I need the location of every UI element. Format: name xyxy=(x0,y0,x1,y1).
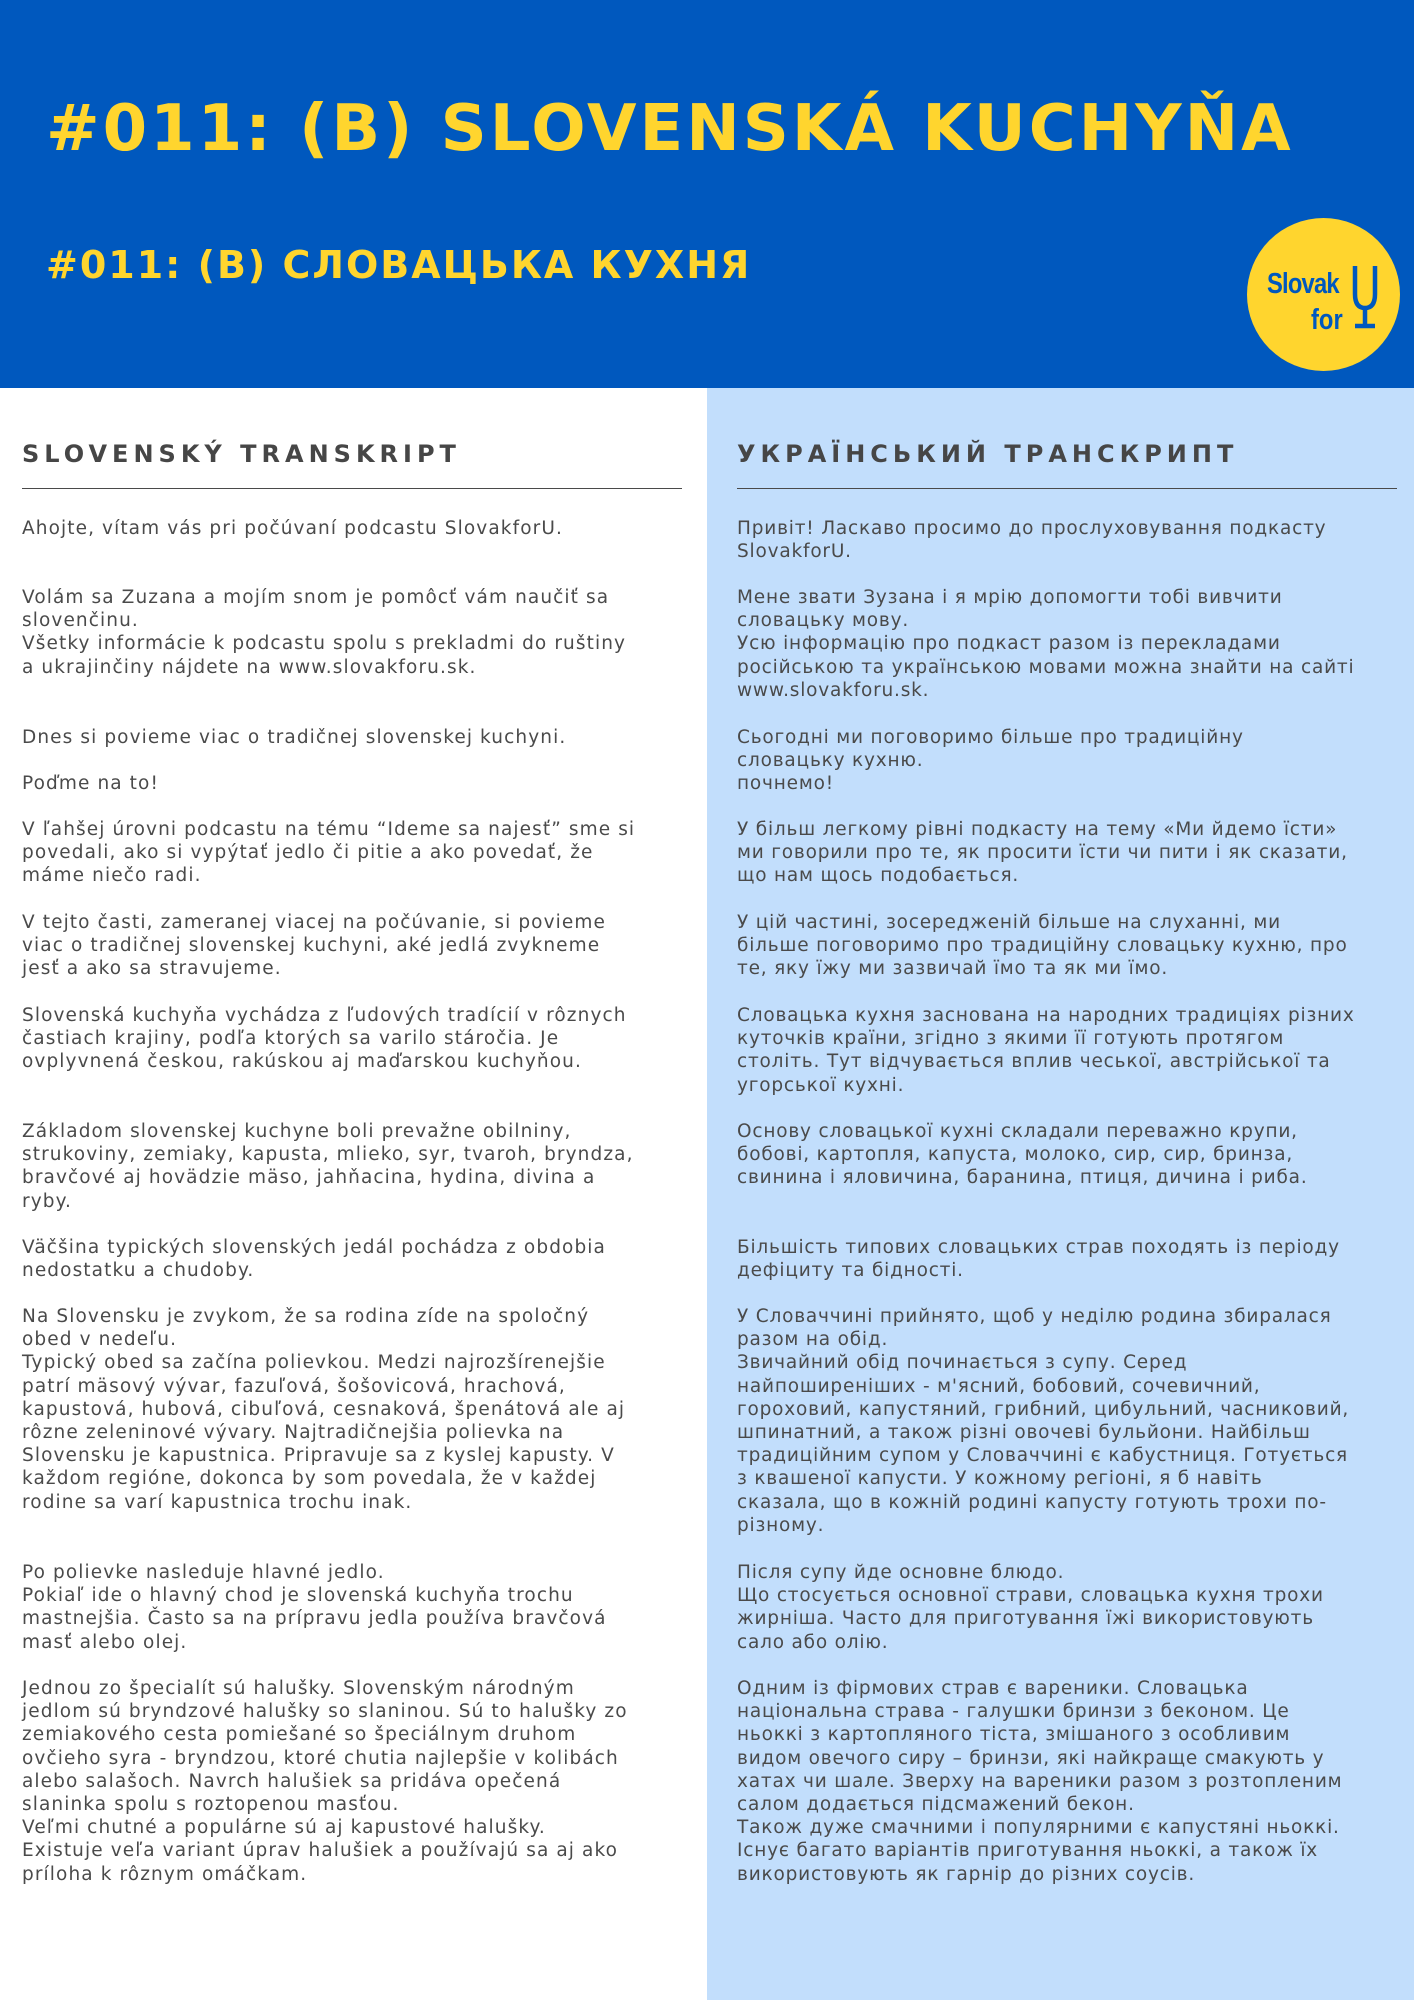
transcript-paragraph: Мене звати Зузана і я мрію допомогти тобі вивчити словацьку мову. Усю інформацію про подкаст разом із перекладами російською та українською мовами можна знайти на сайті www.slovakforu.sk. xyxy=(737,587,1355,701)
transcript-paragraph: Привіт! Ласкаво просимо до прослуховування подкасту SlovakforU. xyxy=(737,518,1327,563)
title-ukrainian: #011: (B) СЛОВАЦЬКА КУХНЯ xyxy=(46,243,752,287)
transcript-paragraph: Сьогодні ми поговоримо більше про традиційну словацьку кухню. почнемо! xyxy=(737,727,1244,795)
slovakforu-logo xyxy=(1247,218,1400,371)
transcript-paragraph: Основу словацької кухні складали переважно крупи, бобові, картопля, капуста, молоко, сир, сир, бринза, свинина і яловичина, баранина, птиця, дичина і риба. xyxy=(737,1121,1308,1189)
transcript-paragraph: Одним із фірмових страв є вареники. Словацька національна страва - галушки бринзи з беконом. Це ньоккі з картопляного тіста, змішаного з особливим видом овечого сиру – бринзи, які найкраще смакують у хатах чи шале. Зверху на вареники разом з розтопленим салом додається підсмажений бекон. Також дуже смачними і популярними є капустяні ньоккі. Існує багато варіантів приготування ньоккі, а також їх використовують як гарнір до різних соусів. xyxy=(737,1678,1343,1885)
logo-word-slovak: Slovak xyxy=(1267,268,1339,300)
transcript-paragraph: V tejto časti, zameranej viacej na počúvanie, si povieme viac o tradičnej slovenskej kuchyni, aké jedlá zvykneme jesť a ako sa stravujeme. xyxy=(22,912,606,980)
transcript-paragraph: Після супу йде основне блюдо. Що стосується основної страви, словацька кухня трохи жирніша. Часто для приготування їжі використовують сало або олію. xyxy=(737,1562,1324,1653)
transcript-paragraph: Na Slovensku je zvykom, že sa rodina zíde na spoločný obed v nedeľu. Typický obed sa začína polievkou. Medzi najrozšírenejšie patrí mäsový vývar, fazuľová, šošovicová, hrachová, kapustová, hubová, cibuľová, cesnaková, špenátová ale aj rôzne zeleninové vývary. Najtradičnejšia polievka na Slovensku je kapustnica. Pripravuje sa z kyslej kapusty. V každom regióne, dokonca by som povedala, že v každej rodine sa varí kapustnica trochu inak. xyxy=(22,1306,626,1513)
logo-u-glass-icon xyxy=(1349,264,1381,330)
transcript-paragraph: Ahojte, vítam vás pri počúvaní podcastu SlovakforU. xyxy=(22,518,563,539)
title-slovak: #011: (B) SLOVENSKÁ KUCHYŇA xyxy=(46,92,1294,166)
transcript-paragraph: Slovenská kuchyňa vychádza z ľudových tradícií v rôznych častiach krajiny, podľa ktorých sa varilo stáročia. Je ovplyvnená českou, rakúskou aj maďarskou kuchyňou. xyxy=(22,1005,627,1073)
transcript-paragraph: Základom slovenskej kuchyne boli prevažne obilniny, strukoviny, zemiaky, kapusta, mlieko, syr, tvaroh, bryndza, bravčové aj hovädzie mäso, jahňacina, hydina, divina a ryby. xyxy=(22,1121,634,1212)
transcript-paragraph: V ľahšej úrovni podcastu na tému “Ideme sa najesť” sme si povedali, ako si vypýtať jedlo či pitie a ako povedať, že máme niečo radi. xyxy=(22,819,636,887)
transcript-paragraph: У Словаччині прийнято, щоб у неділю родина збиралася разом на обід. Звичайний обід починається з супу. Серед найпоширеніших - м'ясний, бобовий, сочевичний, гороховий, капустяний, грибний, цибульний, часниковий, шпинатний, а також різні овочеві бульйони. Найбільш традиційним супом у Словаччині є кабустниця. Готується з квашеної капусти. У кожному регіоні, я б навіть сказала, що в кожній родині капусту готують трохи по- різному. xyxy=(737,1306,1350,1536)
transcript-paragraph: У більш легкому рівні подкасту на тему «Ми йдемо їсти» ми говорили про те, як просити їсти чи пити і як сказати, що нам щось подобається. xyxy=(737,819,1348,887)
header-banner xyxy=(0,0,1414,388)
slovak-transcript-heading: SLOVENSKÝ TRANSKRIPT xyxy=(22,440,461,468)
transcript-paragraph: Poďme na to! xyxy=(22,773,159,794)
transcript-paragraph: Volám sa Zuzana a mojím snom je pomôcť vám naučiť sa slovenčinu. Všetky informácie k podcastu spolu s prekladmi do ruštiny a ukrajinčiny nájdete na www.slovakforu.sk. xyxy=(22,587,627,678)
transcript-paragraph: Більшість типових словацьких страв походять із періоду дефіциту та бідності. xyxy=(737,1237,1340,1282)
transcript-paragraph: Dnes si povieme viac o tradičnej slovenskej kuchyni. xyxy=(22,727,567,748)
transcript-paragraph: Словацька кухня заснована на народних традиціях різних куточків країни, згідно з якими її готують протягом століть. Тут відчувається вплив чеської, австрійської та угорської кухні. xyxy=(737,1005,1355,1096)
transcript-paragraph: Po polievke nasleduje hlavné jedlo. Pokiaľ ide o hlavný chod je slovenská kuchyňa trochu mastnejšia. Často sa na prípravu jedla používa bravčová masť alebo olej. xyxy=(22,1562,607,1653)
heading-divider xyxy=(22,488,682,489)
logo-word-for: for xyxy=(1311,304,1343,336)
ukrainian-transcript-heading: УКРАЇНСЬКИЙ ТРАНСКРИПТ xyxy=(737,440,1239,468)
transcript-paragraph: Jednou zo špecialít sú halušky. Slovenským národným jedlom sú bryndzové halušky so slaninou. Sú to halušky zo zemiakového cesta pomiešané so špeciálnym druhom ovčieho syra - bryndzou, ktoré chutia najlepšie v kolibách alebo salašoch. Navrch halušiek sa pridáva opečená slaninka spolu s roztopenou masťou. Veľmi chutné a populárne sú aj kapustové halušky. Existuje veľa variant úprav halušiek a používajú sa aj ako príloha k rôznym omáčkam. xyxy=(22,1678,628,1885)
transcript-paragraph: Väčšina typických slovenských jedál pochádza z obdobia nedostatku a chudoby. xyxy=(22,1237,606,1282)
heading-divider xyxy=(737,488,1397,489)
transcript-paragraph: У цій частині, зосередженій більше на слуханні, ми більше поговоримо про традиційну словацьку кухню, про те, яку їжу ми зазвичай їмо та як ми їмо. xyxy=(737,912,1348,980)
